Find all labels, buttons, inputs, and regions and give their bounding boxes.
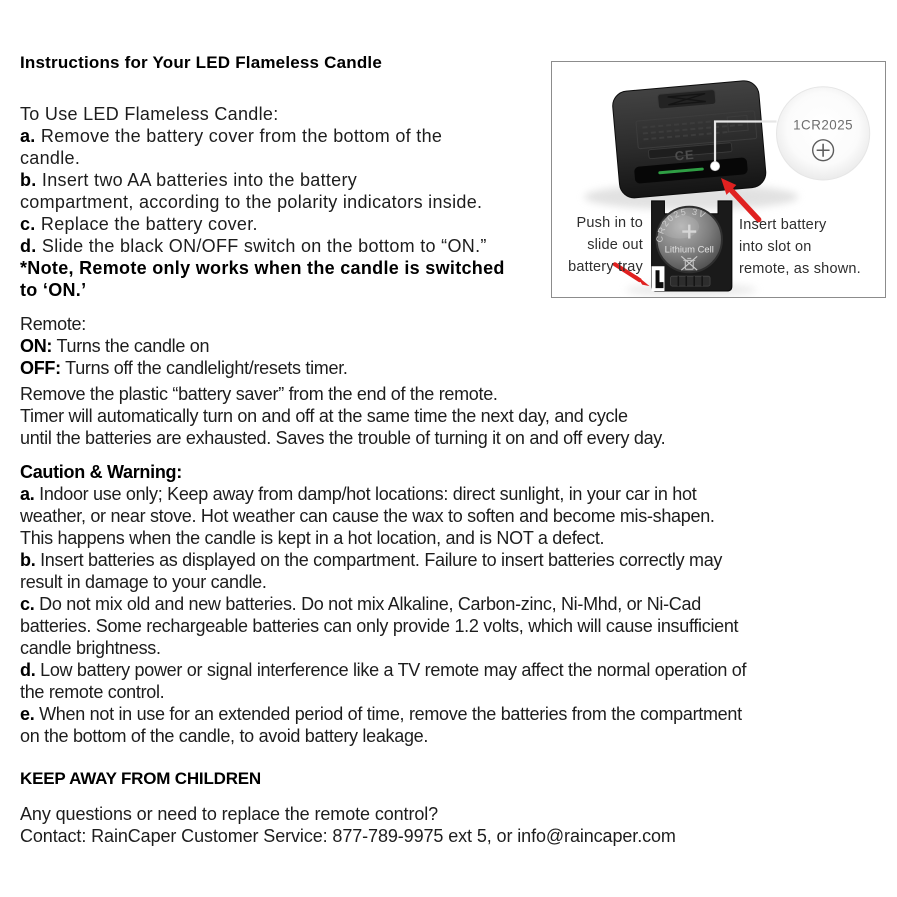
text-line: Remove the plastic “battery saver” from the end of the remote. bbox=[20, 384, 498, 404]
zoom-bubble-circle bbox=[777, 87, 870, 180]
battery-arc-text: CR2025 3V bbox=[654, 206, 709, 243]
text-line: remote, as shown. bbox=[739, 261, 861, 277]
remote-photo bbox=[611, 80, 767, 199]
text-line: d. Slide the black ON/OFF switch on the bottom to “ON.” bbox=[20, 236, 487, 256]
caution-heading: Caution & Warning: bbox=[20, 462, 182, 482]
label-push-in bbox=[568, 215, 643, 281]
tray-bottom-plate bbox=[670, 276, 710, 286]
text-line: into slot on bbox=[739, 239, 812, 255]
callout-dot bbox=[710, 162, 719, 171]
keep-away-warning: KEEP AWAY FROM CHILDREN bbox=[20, 769, 261, 788]
text-line: compartment, according to the polarity indicators inside. bbox=[20, 192, 483, 212]
text-line: the remote control. bbox=[20, 682, 165, 702]
text-line: candle. bbox=[20, 148, 81, 168]
text-line: until the batteries are exhausted. Saves the trouble of turning it on and off every day. bbox=[20, 428, 666, 448]
remote-paragraph bbox=[20, 383, 880, 449]
page-title: Instructions for Your LED Flameless Candle bbox=[20, 53, 383, 72]
text-line: to ‘ON.’ bbox=[20, 280, 87, 300]
diagram-box bbox=[551, 61, 886, 298]
text-line: Insert battery bbox=[739, 217, 827, 233]
footer-question: Any questions or need to replace the remote control? bbox=[20, 804, 439, 824]
text-line: a. Indoor use only; Keep away from damp/hot locations: direct sunlight, in your car in hot bbox=[20, 484, 697, 504]
text-line: OFF: Turns off the candlelight/resets timer. bbox=[20, 358, 348, 378]
usage-intro: To Use LED Flameless Candle: bbox=[20, 104, 279, 124]
text-line: c. Replace the battery cover. bbox=[20, 214, 258, 234]
text-line: slide out bbox=[587, 237, 643, 253]
text-line: e. When not in use for an extended period of time, remove the batteries from the compartment bbox=[20, 704, 742, 724]
remote-modes bbox=[20, 313, 880, 379]
usage-section bbox=[20, 103, 555, 301]
caution-section bbox=[20, 461, 880, 747]
text-line: b. Insert two AA batteries into the battery bbox=[20, 170, 358, 190]
label-insert-battery bbox=[739, 217, 861, 283]
text-line: Remote: bbox=[20, 314, 86, 334]
footer-contact: Contact: RainCaper Customer Service: 877-789-9975 ext 5, or info@raincaper.com bbox=[20, 826, 676, 846]
battery-name-text: Lithium Cell bbox=[664, 243, 714, 255]
ce-mark: CE bbox=[674, 146, 696, 164]
remote-section bbox=[20, 313, 880, 449]
text-line: *Note, Remote only works when the candle is switched bbox=[20, 258, 505, 278]
usage-steps bbox=[20, 125, 555, 301]
text-line: on the bottom of the candle, to avoid battery leakage. bbox=[20, 726, 429, 746]
text-line: d. Low battery power or signal interference like a TV remote may affect the normal operation of bbox=[20, 660, 747, 680]
caution-items bbox=[20, 483, 880, 747]
battery-tray bbox=[652, 201, 732, 291]
text-line: a. Remove the battery cover from the bottom of the bbox=[20, 126, 443, 146]
text-line: Timer will automatically turn on and off at the same time the next day, and cycle bbox=[20, 406, 628, 426]
text-line: ON: Turns the candle on bbox=[20, 336, 210, 356]
battery-code-text: 1CR2025 bbox=[793, 117, 854, 133]
zoom-bubble bbox=[777, 87, 870, 180]
text-line: battery tray bbox=[568, 259, 643, 275]
text-line: result in damage to your candle. bbox=[20, 572, 267, 592]
text-line: This happens when the candle is kept in a hot location, and is NOT a defect. bbox=[20, 528, 605, 548]
text-line: Push in to bbox=[576, 215, 643, 231]
text-line: candle brightness. bbox=[20, 638, 161, 658]
text-line: c. Do not mix old and new batteries. Do not mix Alkaline, Carbon-zinc, Ni-Mhd, or Ni-Cad bbox=[20, 594, 701, 614]
text-line: b. Insert batteries as displayed on the compartment. Failure to insert batteries correctly may bbox=[20, 550, 723, 570]
text-line: weather, or near stove. Hot weather can cause the wax to soften and become mis-shapen. bbox=[20, 506, 715, 526]
text-line: batteries. Some rechargeable batteries can only provide 1.2 volts, which will cause insufficient bbox=[20, 616, 739, 636]
